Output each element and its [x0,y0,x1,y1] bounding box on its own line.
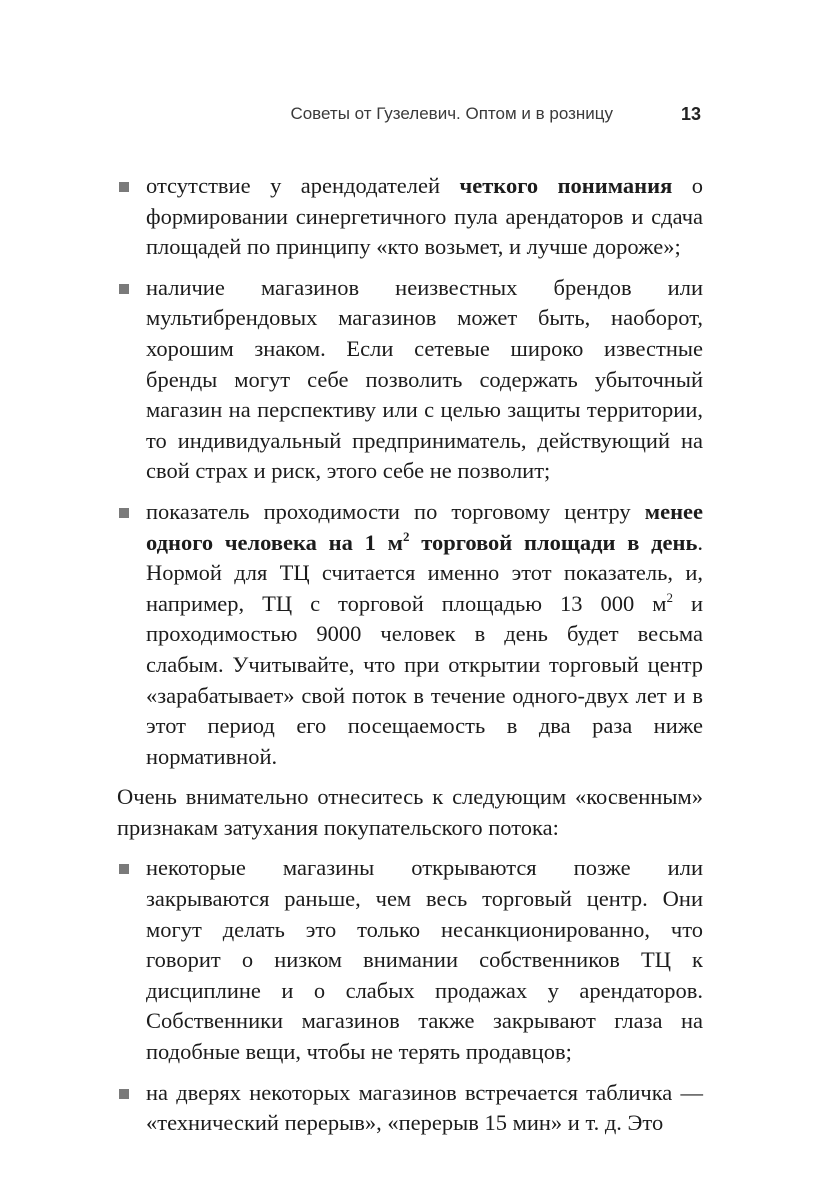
text-run: . Нормой для ТЦ считается именно этот показатель, и, например, ТЦ с торговой площадью 13 000 м [146,529,703,616]
text-run: и проходимостью 9000 человек в день будет весьма слабым. Учитывайте, что при открытии торговый центр «зарабатывает» свой поток в течение одного-двух лет и в этот период его посещаемость в два раза ниже нормативной. [146,590,703,769]
list-item-text [146,497,703,772]
list-item [117,1078,703,1139]
square-bullet-icon [119,182,129,192]
square-bullet-icon [119,284,129,294]
running-head [117,104,703,130]
text-run: менее одного человека на 1 м [146,498,703,555]
superscript: 2 [402,528,410,544]
bold-phrase: четкого понимания [459,173,673,198]
running-title: Советы от Гузелевич. Оптом и в розницу [290,104,613,123]
body-paragraph: Очень внимательно отнеситесь к следующим «косвенным» признакам затухания покупательского потока: [117,784,703,840]
list-item-text: некоторые магазины открываются позже или закрываются раньше, чем весь торговый центр. Они могут делать это только несанкционированно, что говорит о низком внимании собственников ТЦ к дисциплине и о слабых продажах у арендаторов. Собственники магазинов также закрывают глаза на подобные вещи, чтобы не терять продавцов; [146,855,703,1065]
list-item [117,273,703,487]
page-body [117,171,703,1149]
page-number: 13 [680,104,701,124]
square-bullet-icon [119,1089,129,1099]
list-item [117,171,703,263]
text-run: отсутствие у арендодателей [146,173,460,198]
text-run: о формировании синергетичного пула арендаторов и сдача площадей по принципу «кто возьмет, и лучше дороже»; [146,173,704,260]
list-item-text: наличие магазинов неизвестных брендов или мультибрендовых магазинов может быть, наоборот, хорошим знаком. Если сетевые широко известные бренды могут себе позволить содержать убыточный магазин на перспективу или с целью защиты территории, то индивидуальный предприниматель, действующий на свой страх и риск, этого себе не позволит; [146,274,703,484]
bullet-list-1 [117,171,703,772]
list-item [117,853,703,1067]
square-bullet-icon [119,508,129,518]
list-item [117,497,703,772]
superscript: 2 [666,589,673,605]
text-run: торговой площади в день [409,529,698,555]
text-run: показатель проходимости по торговому центру [146,498,645,524]
square-bullet-icon [119,864,129,874]
bullet-list-2 [117,853,703,1138]
list-item-text: на дверях некоторых магазинов встречается табличка — «технический перерыв», «перерыв 15 мин» и т. д. Это [146,1079,703,1136]
list-item-text [146,171,703,263]
